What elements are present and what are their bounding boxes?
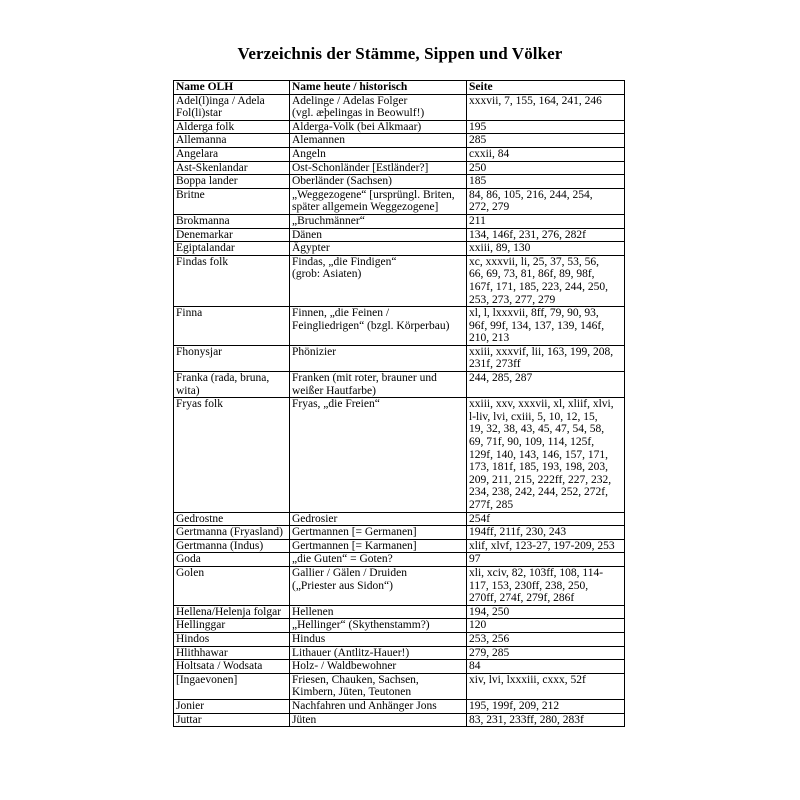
table-row [174, 214, 625, 228]
cell-name-today: Alemannen [290, 134, 467, 148]
cell-page: 194ff, 211f, 230, 243 [467, 526, 625, 540]
cell-page: 253, 256 [467, 632, 625, 646]
table-row [174, 345, 625, 371]
cell-name-olh: Hindos [174, 632, 290, 646]
table-row [174, 605, 625, 619]
cell-name-today: Hellenen [290, 605, 467, 619]
table-row [174, 242, 625, 256]
cell-page: xxiii, xxxvif, lii, 163, 199, 208, 231f, 273ff [467, 345, 625, 371]
header-page: Seite [467, 81, 625, 95]
table-row [174, 526, 625, 540]
cell-name-today: Lithauer (Antlitz-Hauer!) [290, 646, 467, 660]
table-row [174, 255, 625, 306]
cell-page: 134, 146f, 231, 276, 282f [467, 228, 625, 242]
header-name-today: Name heute / historisch [290, 81, 467, 95]
cell-name-today: Dänen [290, 228, 467, 242]
cell-name-today: Franken (mit roter, brauner und weißer Hautfarbe) [290, 372, 467, 398]
cell-name-olh: Goda [174, 553, 290, 567]
cell-page: xxiii, 89, 130 [467, 242, 625, 256]
cell-name-olh: Alderga folk [174, 120, 290, 134]
table-row [174, 553, 625, 567]
cell-name-today: Jüten [290, 713, 467, 727]
cell-page: 250 [467, 161, 625, 175]
cell-name-today: Fryas, „die Freien“ [290, 398, 467, 512]
cell-name-olh: Angelara [174, 147, 290, 161]
table-row [174, 660, 625, 674]
cell-page: 97 [467, 553, 625, 567]
cell-name-olh: Gertmanna (Fryasland) [174, 526, 290, 540]
cell-page: xc, xxxvii, li, 25, 37, 53, 56, 66, 69, 73, 81, 86f, 89, 98f, 167f, 171, 185, 223, 244, 250, 253, 273, 277, 279 [467, 255, 625, 306]
cell-name-olh: Egiptalandar [174, 242, 290, 256]
cell-page: cxxii, 84 [467, 147, 625, 161]
cell-page: 83, 231, 233ff, 280, 283f [467, 713, 625, 727]
index-table [173, 80, 625, 727]
cell-name-today: Phönizier [290, 345, 467, 371]
cell-name-today: Ost-Schonländer [Estländer?] [290, 161, 467, 175]
cell-name-olh: Denemarkar [174, 228, 290, 242]
cell-name-today: „die Guten“ = Goten? [290, 553, 467, 567]
table-row [174, 161, 625, 175]
table-row [174, 673, 625, 699]
cell-name-olh: Gertmanna (Indus) [174, 539, 290, 553]
table-row [174, 539, 625, 553]
cell-page: 285 [467, 134, 625, 148]
cell-name-today: Alderga-Volk (bei Alkmaar) [290, 120, 467, 134]
cell-name-olh: Hellinggar [174, 619, 290, 633]
cell-name-today: Adelinge / Adelas Folger (vgl. æþelingas in Beowulf!) [290, 94, 467, 120]
table-row [174, 619, 625, 633]
cell-name-today: „Bruchmänner“ [290, 214, 467, 228]
cell-name-today: Oberländer (Sachsen) [290, 175, 467, 189]
cell-name-olh: Franka (rada, bruna, wita) [174, 372, 290, 398]
cell-page: 244, 285, 287 [467, 372, 625, 398]
table-row [174, 398, 625, 512]
cell-name-olh: Boppa lander [174, 175, 290, 189]
cell-page: xxxvii, 7, 155, 164, 241, 246 [467, 94, 625, 120]
table-row [174, 372, 625, 398]
cell-page: 194, 250 [467, 605, 625, 619]
cell-name-today: Holz- / Waldbewohner [290, 660, 467, 674]
cell-name-olh: Jonier [174, 699, 290, 713]
table-row [174, 632, 625, 646]
cell-page: xli, xciv, 82, 103ff, 108, 114- 117, 153, 230ff, 238, 250, 270ff, 274f, 279f, 286f [467, 566, 625, 605]
table-row [174, 147, 625, 161]
cell-page: 84 [467, 660, 625, 674]
cell-page: xl, l, lxxxvii, 8ff, 79, 90, 93, 96f, 99f, 134, 137, 139, 146f, 210, 213 [467, 307, 625, 346]
cell-name-olh: Holtsata / Wodsata [174, 660, 290, 674]
header-row [174, 81, 625, 95]
cell-name-olh: Findas folk [174, 255, 290, 306]
cell-name-olh: Brokmanna [174, 214, 290, 228]
table-row [174, 566, 625, 605]
cell-name-today: Ägypter [290, 242, 467, 256]
cell-name-olh: [Ingaevonen] [174, 673, 290, 699]
cell-name-olh: Juttar [174, 713, 290, 727]
table-row [174, 307, 625, 346]
table-header [174, 81, 625, 95]
cell-page: 254f [467, 512, 625, 526]
cell-page: 195, 199f, 209, 212 [467, 699, 625, 713]
cell-page: 120 [467, 619, 625, 633]
cell-name-today: Hindus [290, 632, 467, 646]
table-row [174, 134, 625, 148]
cell-name-today: Gertmannen [= Karmanen] [290, 539, 467, 553]
cell-page: 195 [467, 120, 625, 134]
cell-name-olh: Gedrostne [174, 512, 290, 526]
cell-name-today: Gallier / Gälen / Druiden („Priester aus Sidon“) [290, 566, 467, 605]
cell-page: xxiii, xxv, xxxvii, xl, xliif, xlvi, l-liv, lvi, cxiii, 5, 10, 12, 15, 19, 32, 38, 43, 45, 47, 54, 58, 69, 71f, 90, 109, 114, 125f, 129f, 140, 143, 146, 157, 171, 173, 181f, 185, 193, 198, 203, 209, 211, 215, 222ff, 227, 232, 234, 238, 242, 244, 252, 272f, 277f, 285 [467, 398, 625, 512]
cell-page: 279, 285 [467, 646, 625, 660]
table-row [174, 120, 625, 134]
cell-name-today: „Weggezogene“ [ursprüngl. Briten, später allgemein Weggezogene] [290, 188, 467, 214]
cell-page: 185 [467, 175, 625, 189]
table-row [174, 188, 625, 214]
cell-name-olh: Fryas folk [174, 398, 290, 512]
cell-page: 84, 86, 105, 216, 244, 254, 272, 279 [467, 188, 625, 214]
table-row [174, 228, 625, 242]
table-row [174, 646, 625, 660]
cell-name-today: Gertmannen [= Germanen] [290, 526, 467, 540]
table-row [174, 512, 625, 526]
table-row [174, 713, 625, 727]
page-title: Verzeichnis der Stämme, Sippen und Völker [237, 44, 563, 63]
cell-name-today: Finnen, „die Feinen / Feingliedrigen“ (bzgl. Körperbau) [290, 307, 467, 346]
cell-name-olh: Hellena/Helenja folgar [174, 605, 290, 619]
cell-name-today: Findas, „die Findigen“ (grob: Asiaten) [290, 255, 467, 306]
cell-name-olh: Adel(l)inga / Adela Fol(li)star [174, 94, 290, 120]
cell-name-olh: Golen [174, 566, 290, 605]
cell-name-olh: Allemanna [174, 134, 290, 148]
header-name-olh: Name OLH [174, 81, 290, 95]
table-body [174, 94, 625, 727]
cell-name-olh: Fhonysjar [174, 345, 290, 371]
table-row [174, 699, 625, 713]
cell-page: 211 [467, 214, 625, 228]
table-row [174, 94, 625, 120]
cell-name-today: „Hellinger“ (Skythenstamm?) [290, 619, 467, 633]
cell-page: xlif, xlvf, 123-27, 197-209, 253 [467, 539, 625, 553]
cell-name-today: Gedrosier [290, 512, 467, 526]
cell-name-olh: Finna [174, 307, 290, 346]
cell-page: xiv, lvi, lxxxiii, cxxx, 52f [467, 673, 625, 699]
table-row [174, 175, 625, 189]
cell-name-olh: Hlithhawar [174, 646, 290, 660]
cell-name-today: Friesen, Chauken, Sachsen, Kimbern, Jüten, Teutonen [290, 673, 467, 699]
cell-name-today: Nachfahren und Anhänger Jons [290, 699, 467, 713]
cell-name-today: Angeln [290, 147, 467, 161]
cell-name-olh: Britne [174, 188, 290, 214]
cell-name-olh: Ast-Skenlandar [174, 161, 290, 175]
